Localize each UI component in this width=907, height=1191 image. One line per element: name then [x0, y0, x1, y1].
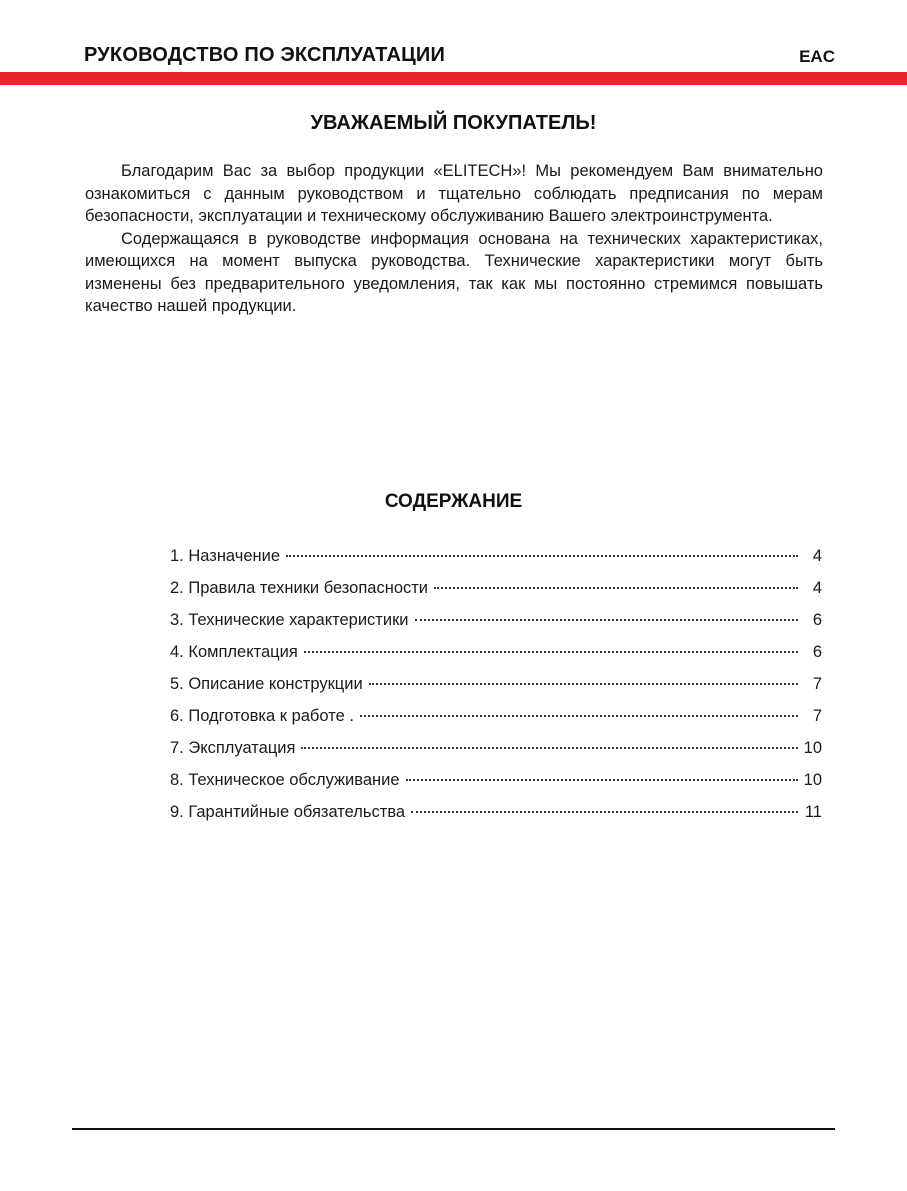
toc-dot-leader — [360, 715, 798, 717]
document-header-title: РУКОВОДСТВО ПО ЭКСПЛУАТАЦИИ — [84, 44, 446, 66]
eac-mark: EAC — [799, 47, 835, 66]
intro-paragraph-1: Благодарим Вас за выбор продукции «ELITECH»! Мы рекомендуем Вам внимательно ознакомиться с данным руководством и тщательно соблюдать предписания по мерам безопасности, эксплуатации и техническому обслуживанию Вашего электроинструмента. — [85, 162, 823, 225]
toc-item-label: 5. Описание конструкции — [170, 675, 363, 693]
toc-dot-leader — [369, 683, 798, 685]
toc-item-label: 9. Гарантийные обязательства — [170, 803, 406, 821]
table-of-contents — [170, 547, 822, 835]
intro-text — [85, 160, 823, 318]
toc-dot-leader — [434, 587, 798, 589]
toc-item-purpose[interactable] — [170, 547, 822, 579]
toc-item-page: 11 — [804, 803, 822, 821]
toc-dot-leader — [304, 651, 798, 653]
toc-dot-leader — [286, 555, 798, 557]
contents-heading: СОДЕРЖАНИЕ — [384, 491, 523, 512]
toc-item-page: 7 — [812, 707, 822, 725]
toc-item-label: 3. Технические характеристики — [170, 611, 409, 629]
header-red-band — [0, 72, 907, 85]
toc-item-page: 4 — [812, 579, 822, 597]
toc-dot-leader — [415, 619, 798, 621]
intro-paragraph-2: Содержащаяся в руководстве информация основана на технических характеристиках, имеющихся на момент выпуска руководства. Технические характеристики могут быть изменены без предварительного уведомления, так как мы постоянно стремимся повышать качество нашей продукции. — [85, 229, 823, 315]
toc-item-preparation[interactable] — [170, 707, 822, 739]
toc-dot-leader — [411, 811, 798, 813]
toc-item-page: 10 — [803, 771, 822, 789]
toc-item-design-description[interactable] — [170, 675, 822, 707]
toc-dot-leader — [406, 779, 798, 781]
toc-item-package-contents[interactable] — [170, 643, 822, 675]
toc-item-page: 6 — [812, 611, 822, 629]
toc-item-label: 7. Эксплуатация — [170, 739, 296, 757]
greeting-heading: УВАЖАЕМЫЙ ПОКУПАТЕЛЬ! — [310, 112, 597, 134]
toc-item-maintenance[interactable] — [170, 771, 822, 803]
toc-item-operation[interactable] — [170, 739, 822, 771]
toc-item-label: 1. Назначение — [170, 547, 281, 565]
toc-item-page: 6 — [812, 643, 822, 661]
footer-divider — [72, 1128, 835, 1130]
toc-item-label: 8. Техническое обслуживание — [170, 771, 400, 789]
toc-item-page: 10 — [803, 739, 822, 757]
toc-item-page: 4 — [812, 547, 822, 565]
toc-item-safety-rules[interactable] — [170, 579, 822, 611]
toc-dot-leader — [301, 747, 797, 749]
toc-item-label: 6. Подготовка к работе . — [170, 707, 354, 725]
toc-item-label: 4. Комплектация — [170, 643, 298, 661]
toc-item-warranty[interactable] — [170, 803, 822, 835]
toc-item-label: 2. Правила техники безопасности — [170, 579, 429, 597]
toc-item-page: 7 — [812, 675, 822, 693]
toc-item-specifications[interactable] — [170, 611, 822, 643]
